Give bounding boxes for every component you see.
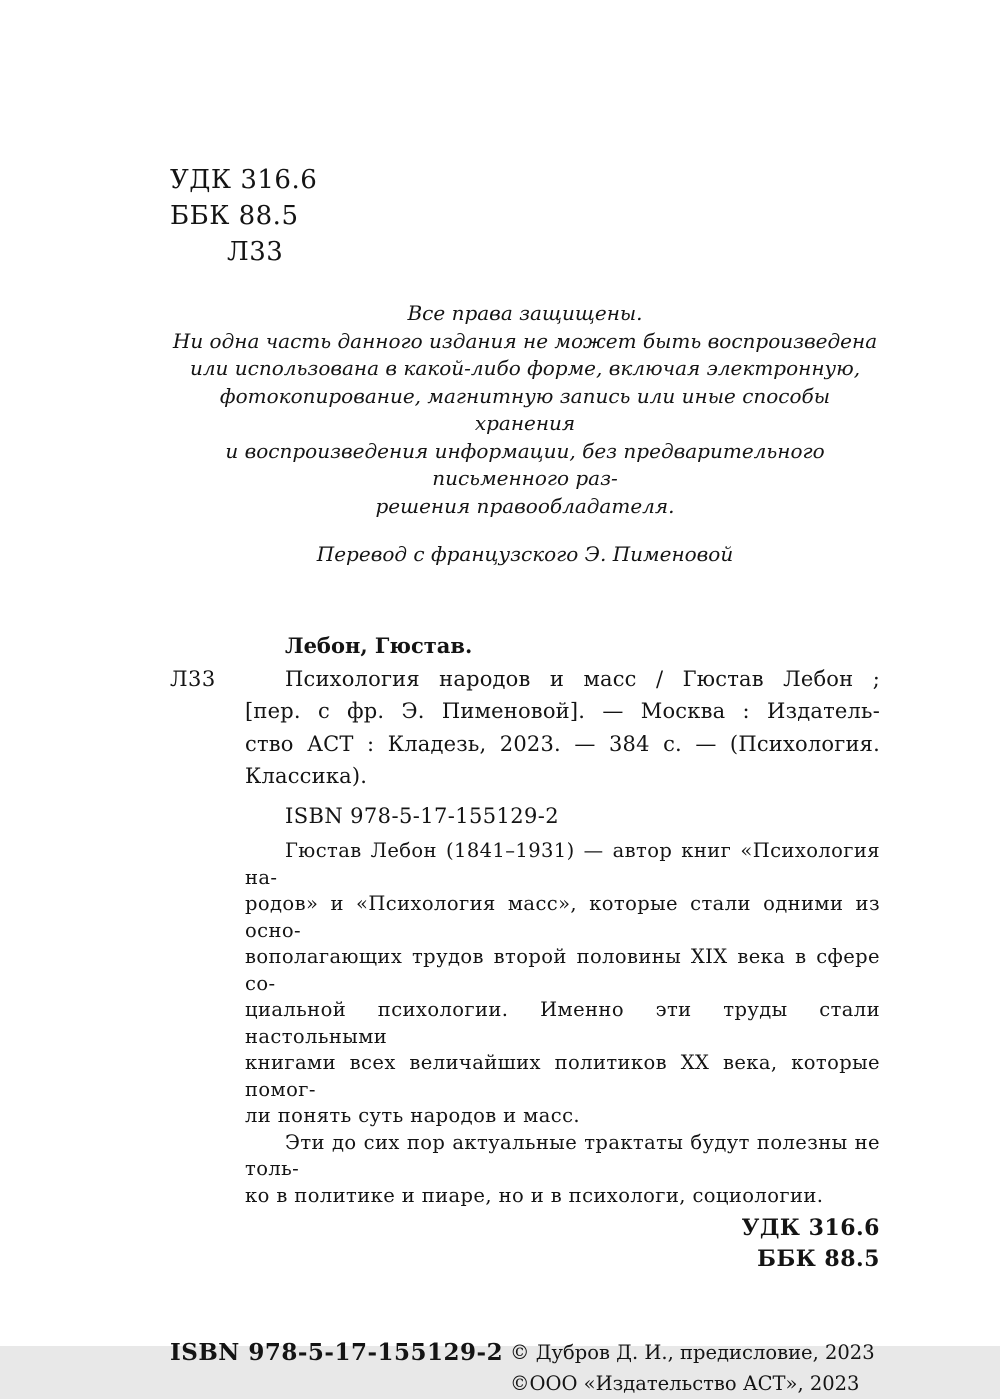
rights-notice (170, 300, 880, 520)
annotation-paragraph (245, 1130, 880, 1210)
footer (170, 1337, 880, 1399)
rights-line: фотокопирование, магнитную запись или иные способы хранения (219, 383, 831, 435)
catalog-entry-line: ство АСТ : Кладезь, 2023. — 384 с. — (Психология. (245, 731, 880, 756)
rights-line: решения правообладателя. (375, 493, 675, 518)
footer-isbn: ISBN 978-5-17-155129-2 (170, 1339, 504, 1366)
catalog-author: Лебон, Гюстав. (285, 633, 473, 658)
translation-credit: Перевод с французского Э. Пименовой (316, 542, 734, 566)
rights-line: или использована в какой-либо форме, включая электронную, (189, 356, 861, 380)
annotation-line: ко в политике и пиаре, но и в психологи, социологии. (245, 1183, 824, 1207)
copyright-block (510, 1337, 880, 1399)
top-classification-codes (0, 0, 1000, 270)
bbk-code: ББК 88.5 (170, 201, 299, 231)
rights-line: и воспроизведения информации, без предварительного письменного раз- (225, 438, 825, 490)
copyright-line: © Дубров Д. И., предисловие, 2023 (510, 1341, 875, 1364)
bbk-code-bottom: ББК 88.5 (757, 1246, 880, 1272)
annotation-line: книгами всех величайших политиков XX века, которые помог- (245, 1051, 880, 1101)
catalog-entry-line: Психология народов и масс / Гюстав Лебон ; (285, 666, 880, 691)
catalog-card (170, 630, 880, 1209)
annotation-line: Эти до сих пор актуальные трактаты будут полезны не толь- (245, 1130, 880, 1180)
catalog-card-body (245, 630, 880, 1209)
rights-line: Все права защищены. (407, 301, 643, 325)
catalog-isbn: ISBN 978-5-17-155129-2 (285, 803, 560, 828)
classifier-code: Л33 (227, 237, 284, 267)
annotation-line: родов» и «Психология масс», которые стали одними из осно- (245, 892, 880, 942)
udk-code-bottom: УДК 316.6 (741, 1215, 880, 1241)
catalog-entry-line: [пер. с фр. Э. Пименовой]. — Москва : Издатель- (245, 699, 880, 723)
rights-line: Ни одна часть данного издания не может быть воспроизведена (172, 328, 878, 353)
catalog-entry-line: Классика). (245, 764, 368, 788)
copyright-line: ©ООО «Издательство АСТ», 2023 (510, 1372, 860, 1395)
annotation-line: вополагающих трудов второй половины XIX века в сфере со- (245, 945, 880, 995)
catalog-classifier: Л33 (170, 666, 216, 691)
annotation-line: ли понять суть народов и масс. (245, 1104, 581, 1127)
annotation-paragraph (245, 838, 880, 1130)
bottom-classification-codes (170, 1213, 880, 1275)
annotation-line: циальной психологии. Именно эти труды стали настольными (245, 998, 880, 1048)
annotation-line: Гюстав Лебон (1841–1931) — автор книг «Психология на- (245, 839, 880, 889)
udk-code: УДК 316.6 (170, 165, 318, 195)
